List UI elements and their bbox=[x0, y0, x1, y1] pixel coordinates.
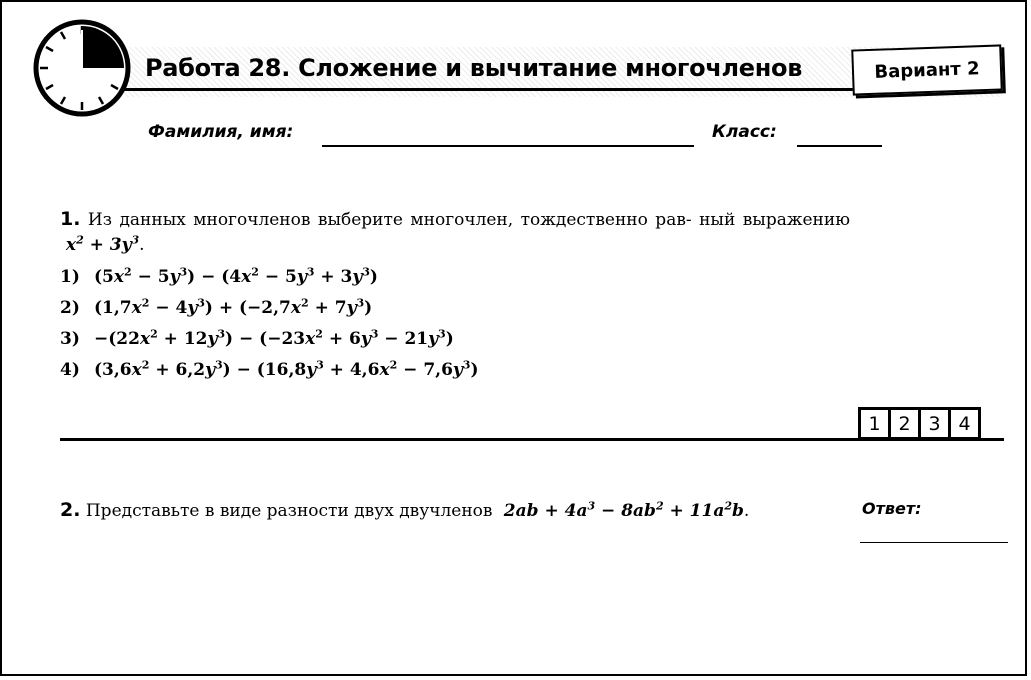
answer-field[interactable] bbox=[860, 542, 1008, 543]
class-label: Класс: bbox=[712, 122, 777, 142]
answer-box-1[interactable]: 1 bbox=[861, 410, 888, 437]
option-1: 1) $(5x^2 - 5y^3) - (4x^2 - 5y^3 + 3y^3)$ bbox=[60, 265, 378, 287]
clock-icon bbox=[32, 18, 132, 118]
task1-statement: 1. Из данных многочленов выберите многочлен, тождественно рав- ный выражению $x^2 + 3y^3$. bbox=[60, 208, 851, 255]
option-4: 4) $(3,6x^2 + 6,2y^3) - (16,8y^3 + 4,6x^2 - 7,6y^3)$ bbox=[60, 358, 479, 380]
variant-badge: Вариант 2 bbox=[851, 44, 1003, 95]
answer-box-3[interactable]: 3 bbox=[921, 410, 948, 437]
class-field[interactable] bbox=[797, 145, 882, 147]
answer-box-4[interactable]: 4 bbox=[951, 410, 978, 437]
worksheet-title: Работа 28. Сложение и вычитание многочленов bbox=[145, 54, 803, 82]
task1-number: 1. bbox=[60, 208, 81, 230]
task2-text: Представьте в виде разности двух двучленов bbox=[85, 501, 493, 521]
name-label: Фамилия, имя: bbox=[148, 122, 294, 142]
task1-options bbox=[60, 262, 479, 386]
name-field[interactable] bbox=[322, 145, 694, 147]
task1-target-expression: $x^2 + 3y^3$ bbox=[60, 233, 140, 255]
answer-label: Ответ: bbox=[862, 499, 922, 518]
task2-statement: 2. Представьте в виде разности двух двучленов $2ab + 4a^3 - 8ab^2 + 11a^2b$. bbox=[60, 499, 750, 521]
task2-expression: $2ab + 4a^3 - 8ab^2 + 11a^2b$ bbox=[497, 499, 744, 521]
option-2: 2) $(1,7x^2 - 4y^3) + (-2,7x^2 + 7y^3)$ bbox=[60, 296, 373, 318]
task1-answer-boxes bbox=[858, 407, 981, 440]
task2-number: 2. bbox=[60, 499, 81, 521]
section-divider bbox=[60, 438, 1004, 441]
task1-text: Из данных многочленов выберите многочлен, тождественно рав- ный выражению bbox=[87, 210, 851, 230]
answer-box-2[interactable]: 2 bbox=[891, 410, 918, 437]
option-3: $3) -(22x^2 + 12y^3) - (-23x^2 + 6y^3 - 21y^3)$ bbox=[60, 327, 454, 349]
